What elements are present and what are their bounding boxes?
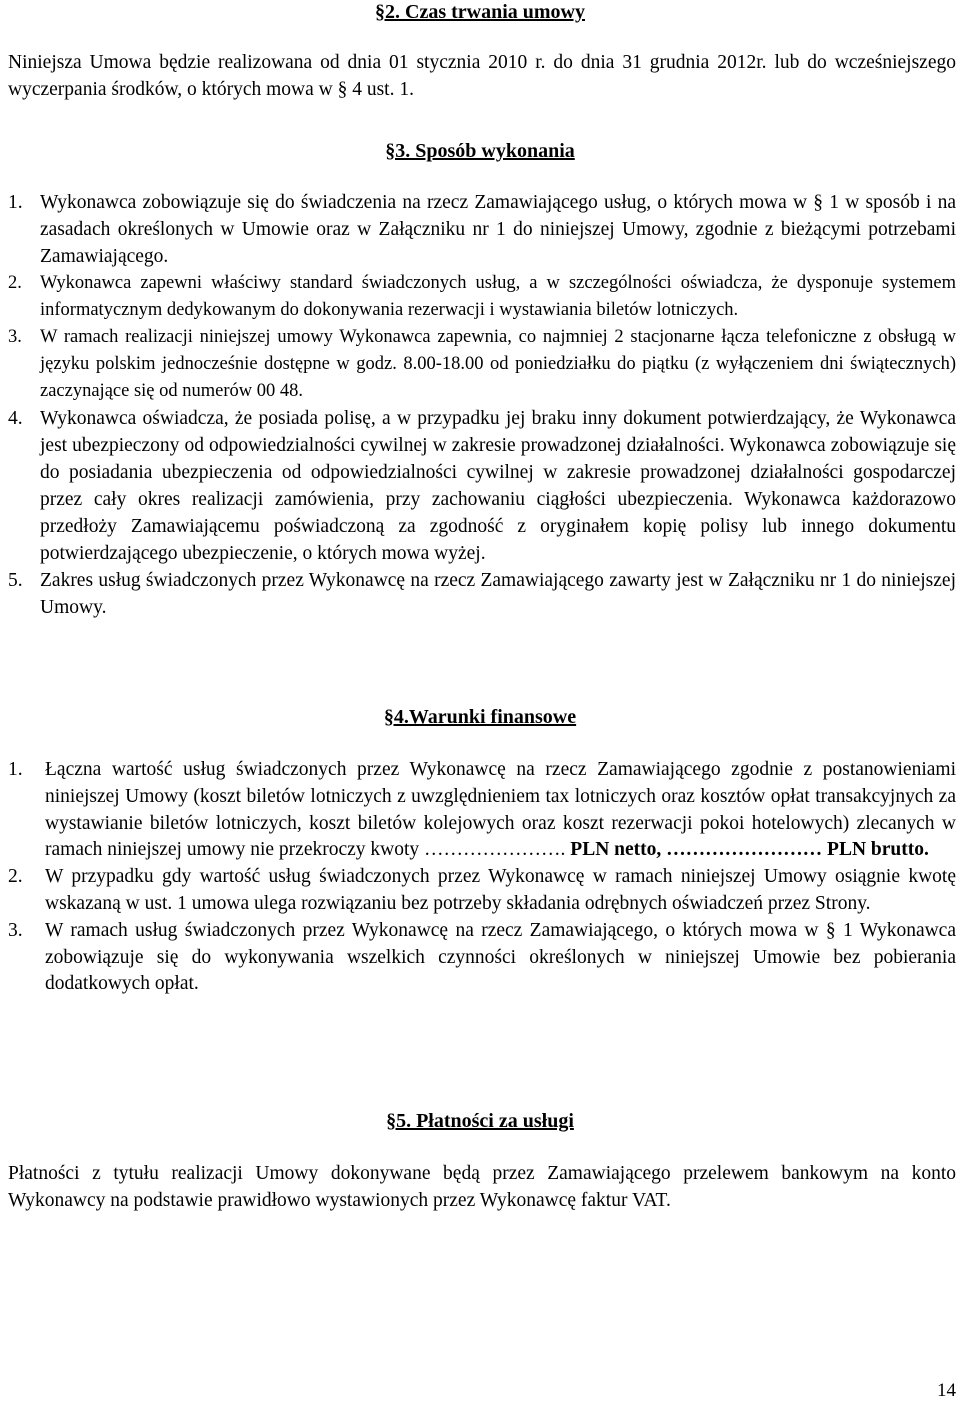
section-3-heading: §3. Sposób wykonania [385, 140, 575, 162]
item-number: 1. [8, 192, 23, 213]
item-text: Zakres usług świadczonych przez Wykonawcę na rzecz Zamawiającego zawarty jest w Załączniku nr 1 do niniejszej Umowy. [40, 570, 956, 618]
section-5-heading: §5. Płatności za usługi [386, 1110, 574, 1132]
item-text [45, 757, 956, 864]
item-text: Wykonawca zapewni właściwy standard świadczonych usług, a w szczególności oświadcza, że dysponuje systemem informatycznym dedykowanym do dokonywania rezerwacji i wystawiania biletów lotniczych. [40, 273, 956, 320]
list-item [8, 567, 956, 621]
section-2-text: Niniejsza Umowa będzie realizowana od dnia 01 stycznia 2010 r. do dnia 31 grudnia 2012r. lub do wcześniejszego wyczerpania środków, o których mowa w § 4 ust. 1. [8, 52, 956, 100]
list-item [8, 918, 956, 998]
section-2-heading: §2. Czas trwania umowy [375, 1, 585, 23]
list-item [8, 864, 956, 918]
list-item [8, 270, 956, 324]
section-3-list [8, 189, 956, 621]
list-item [8, 405, 956, 567]
section-4-heading: §4.Warunki finansowe [383, 706, 577, 728]
list-item [8, 757, 956, 864]
total-value-text: Łączna wartość usług świadczonych przez Wykonawcę na rzecz Zamawiającego zgodnie z postanowieniami niniejszej Umowy (koszt biletów lotniczych z uwzględnieniem tax lotniczych oraz kosztów opłat transakcyjnych za wystawianie biletów lotniczych, koszt biletów kolejowych oraz koszt rezerwacji pokoi hotelowych) zlecanych w ramach niniejszej umowy nie przekroczy kwoty [45, 759, 956, 861]
item-text: W przypadku gdy wartość usług świadczonych przez Wykonawcę w ramach niniejszej Umowy osiągnie kwotę wskazaną w ust. 1 umowa ulega rozwiązaniu bez potrzeby składania odrębnych oświadczeń przez Strony. [45, 866, 956, 914]
item-text: Wykonawca zobowiązuje się do świadczenia na rzecz Zamawiającego usług, o których mowa w § 1 w sposób i na zasadach określonych w Umowie oraz w Załączniku nr 1 do niniejszej Umowy, zgodnie z bieżącymi potrzebami Zamawiającego. [40, 192, 956, 267]
section-4-list [8, 757, 956, 998]
section-5-text: Płatności z tytułu realizacji Umowy dokonywane będą przez Zamawiającego przelewem bankowym na konto Wykonawcy na podstawie prawidłowo wystawionych przez Wykonawcę faktur VAT. [8, 1163, 956, 1211]
item-number: 3. [8, 327, 22, 347]
page-number: 14 [937, 1380, 956, 1401]
item-number: 5. [8, 570, 23, 591]
item-number: 3. [8, 919, 23, 941]
gross-amount-blank: …………………… [666, 839, 828, 861]
list-item [8, 189, 956, 270]
item-number: 4. [8, 408, 23, 429]
net-amount-label: PLN netto, [570, 839, 662, 861]
item-number: 2. [8, 866, 23, 888]
item-number: 1. [8, 759, 23, 780]
item-text: W ramach usług świadczonych przez Wykonawcę na rzecz Zamawiającego, o których mowa w § 1 Wykonawca zobowiązuje się do wykonywania wszelkich czynności określonych w niniejszej Umowie bez pobierania dodatkowych opłat. [45, 919, 956, 995]
item-number: 2. [8, 273, 22, 293]
item-text: Wykonawca oświadcza, że posiada polisę, a w przypadku jej braku inny dokument potwierdzający, że Wykonawca jest ubezpieczony od odpowiedzialności cywilnej w zakresie prowadzonej działalności. Wykonawca zobowiązuje się do posiadania ubezpieczenia od odpowiedzialności cywilnej w zakresie prowadzonej działalności gospodarczej przez cały okres realizacji zamówienia, przy zachowaniu ciągłości ubezpieczenia. Wykonawca każdorazowo przedłoży Zamawiającemu poświadczoną za zgodność z oryginałem kopię polisy lub innego dokumentu potwierdzającego ubezpieczenie, o których mowa wyżej. [40, 408, 956, 564]
gross-amount-label: PLN brutto. [827, 839, 929, 861]
item-text: W ramach realizacji niniejszej umowy Wykonawca zapewnia, co najmniej 2 stacjonarne łącza telefoniczne z obsługą w języku polskim jednocześnie dostępne w godz. 8.00-18.00 od poniedziałku do piątku (z wyłączeniem dni świątecznych) zaczynające się od numerów 00 48. [40, 327, 956, 401]
net-amount-blank: …………………. [424, 839, 571, 861]
list-item [8, 324, 956, 405]
